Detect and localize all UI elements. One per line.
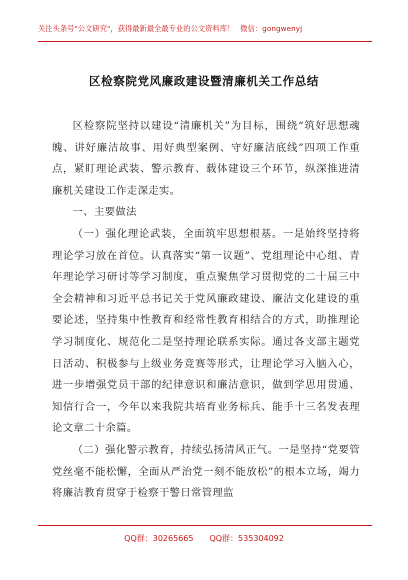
document-title: 区检察院党风廉政建设暨清廉机关工作总结 xyxy=(89,74,319,88)
paragraph-warning-education: （二）强化警示教育，持续弘扬清风正气。一是坚持“党要管党丝毫不能松懈，全面从严治党一刻不能放松”的根本立场，竭力将廉洁教育贯穿于检察干警日常管理监 xyxy=(52,443,360,500)
section-heading-main-practices: 一、主要做法 xyxy=(72,206,137,219)
intro-paragraph: 区检察院坚持以建设“清廉机关”为目标，围绕“筑好思想魂魄、讲好廉洁故事、用好典型案例、守好廉洁底线”四项工作重点，紧盯理论武装、警示教育、载体建设三个环节，纵深推进清廉机关建设工作走深走实。 xyxy=(52,120,360,197)
document-body xyxy=(52,116,360,505)
header-divider xyxy=(38,41,372,42)
footer-qq-group-1: QQ群：30265665 xyxy=(124,534,194,543)
header-banner-promo: 关注头条号"公文研究"，获得最新最全最专业的公文资料库！ xyxy=(38,24,235,33)
footer-divider xyxy=(38,525,372,526)
header-banner xyxy=(38,24,372,34)
paragraph-theory-study: （一）强化理论武装，全面筑牢思想根基。一是始终坚持将理论学习放在首位。认真落实“第一议题”、党组理论中心组、青年理论学习研讨等学习制度，重点聚焦学习贯彻党的二十届三中全会精神和习近平总书记关于党风廉政建设、廉洁文化建设的重要论述，坚持集中性教育和经常性教育相结合的方式，助推理论学习制度化、规范化二是坚持理论联系实际。通过各支部主题党日活动、积极参与上级业务竞赛等形式，让理论学习入脑入心，进一步增强党员干部的纪律意识和廉洁意识，做到学思用贯通、知信行合一，今年以来我院共培育业务标兵、能手十三名发表理论文章二十余篇。 xyxy=(52,227,360,435)
footer-banner xyxy=(0,533,408,544)
footer-qq-group-2: QQ群：535304092 xyxy=(209,534,284,543)
header-banner-wechat: 微信：gongwenyj xyxy=(240,24,303,33)
